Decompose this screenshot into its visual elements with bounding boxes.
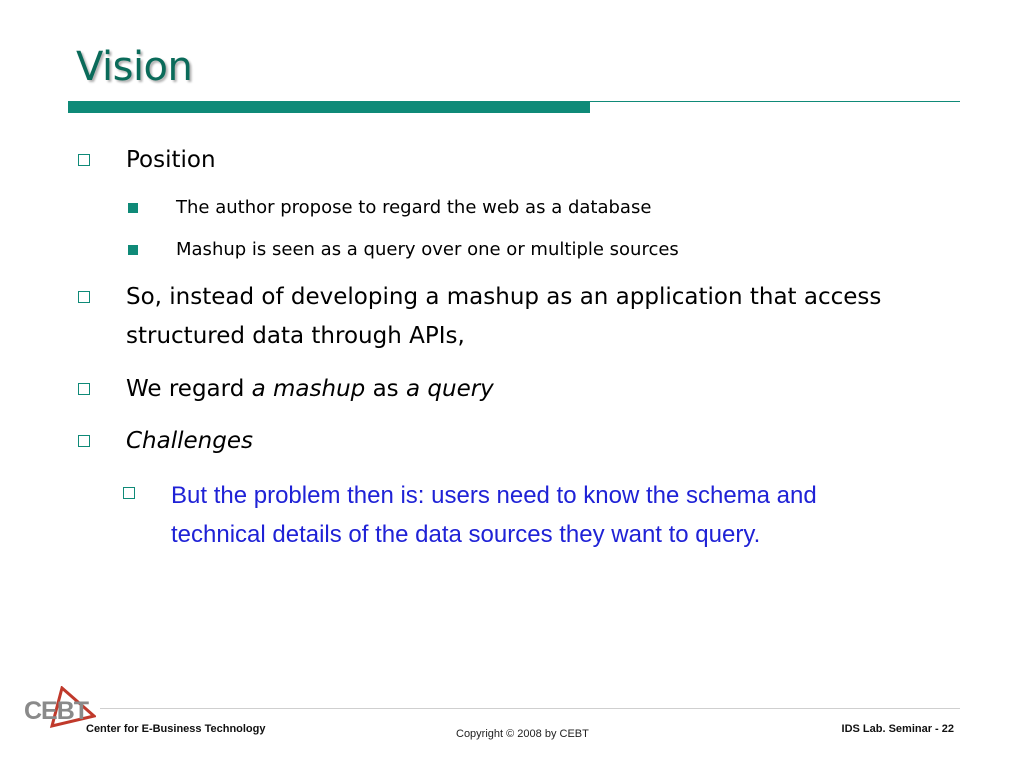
- we-regard-query: a query: [405, 376, 494, 402]
- challenge-detail-line-1: But the problem then is: users need to know the schema and: [171, 482, 817, 509]
- bullet-instead-line-2: structured data through APIs,: [126, 323, 465, 349]
- bullet-instead: [78, 278, 966, 356]
- we-regard-prefix: We regard: [126, 376, 252, 402]
- sub-bullet-mashup-query-text: Mashup is seen as a query over one or multiple sources: [176, 239, 679, 260]
- sub-bullet-challenge-detail-text: [171, 476, 971, 554]
- slide-title: Vision: [76, 44, 193, 90]
- challenge-detail-line-2: technical details of the data sources they want to query.: [171, 521, 761, 548]
- footer-organization: Center for E-Business Technology: [86, 723, 266, 735]
- bullet-we-regard-text: [126, 370, 494, 409]
- sub-bullet-challenge-detail: [123, 476, 971, 554]
- bullet-position-text: Position: [126, 147, 216, 173]
- sub-bullet-web-database: [128, 196, 651, 219]
- footer-copyright: Copyright © 2008 by CEBT: [456, 728, 589, 740]
- sub-bullet-mashup-query: [128, 238, 679, 261]
- we-regard-mashup: a mashup: [251, 376, 366, 402]
- title-underline-thin: [590, 101, 960, 102]
- sub-bullet-web-database-text: The author propose to regard the web as a database: [176, 197, 652, 218]
- title-underline-thick: [68, 101, 590, 113]
- bullet-instead-text: [126, 278, 966, 356]
- bullet-challenges: [78, 422, 253, 461]
- hollow-square-bullet-icon: [123, 487, 135, 499]
- filled-square-bullet-icon: [128, 245, 138, 255]
- bullet-instead-line-1: So, instead of developing a mashup as an application that access: [126, 284, 882, 310]
- we-regard-as: as: [365, 376, 406, 402]
- hollow-square-bullet-icon: [78, 383, 90, 395]
- filled-square-bullet-icon: [128, 203, 138, 213]
- logo-wordmark: CEBT: [24, 697, 89, 725]
- bullet-challenges-text: Challenges: [126, 428, 253, 454]
- hollow-square-bullet-icon: [78, 291, 90, 303]
- footer-slide-number: IDS Lab. Seminar - 22: [841, 723, 954, 735]
- hollow-square-bullet-icon: [78, 435, 90, 447]
- hollow-square-bullet-icon: [78, 154, 90, 166]
- bullet-position: [78, 141, 216, 180]
- footer-divider: [100, 708, 960, 709]
- bullet-we-regard: [78, 370, 494, 409]
